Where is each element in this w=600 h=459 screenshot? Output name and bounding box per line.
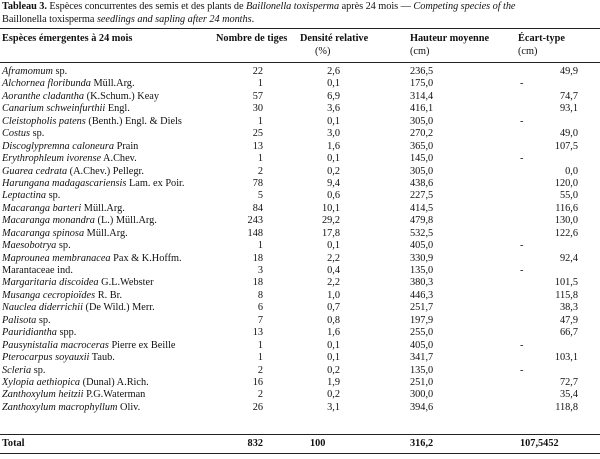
density-cell: 2,2 xyxy=(327,277,340,289)
count-cell: 3 xyxy=(257,265,263,276)
total-row xyxy=(0,437,600,451)
table-row xyxy=(0,228,600,240)
table-row xyxy=(0,141,600,153)
sd-cell: - xyxy=(520,115,524,127)
sd-cell: 115,8 xyxy=(555,289,578,301)
height-cell: 330,9 xyxy=(410,252,434,264)
species-name: Alchornea floribunda xyxy=(2,78,91,90)
height-cell: 314,4 xyxy=(410,90,434,102)
species-author: Müll.Arg. xyxy=(84,227,128,239)
species-name: Nauclea diderrichii xyxy=(2,302,83,314)
species-author: sp. xyxy=(56,240,71,252)
density-cell: 1,6 xyxy=(327,140,340,152)
species-author: sp. xyxy=(30,128,45,140)
count-cell: 22 xyxy=(252,66,263,77)
species-author: A.Chev. xyxy=(101,153,137,165)
height-cell: 236,5 xyxy=(410,66,434,77)
species-author: Prain xyxy=(114,140,139,152)
species-name: Macaranga barteri xyxy=(2,202,82,214)
density-cell: 10,1 xyxy=(321,202,340,214)
sd-cell: 122,6 xyxy=(554,227,578,239)
caption-species-b: Baillonella toxisperma xyxy=(2,13,95,25)
header-sd-unit: (cm) xyxy=(518,46,538,57)
total-count: 832 xyxy=(247,438,263,449)
species-author: (L.) Müll.Arg. xyxy=(94,215,157,227)
species-name: Pterocarpus soyauxii xyxy=(2,352,90,364)
density-cell: 2,2 xyxy=(327,252,340,264)
height-cell: 438,6 xyxy=(410,177,434,189)
count-cell: 7 xyxy=(257,314,263,326)
table-row xyxy=(0,203,600,215)
species-cell xyxy=(2,253,182,265)
height-cell: 305,0 xyxy=(410,115,434,127)
count-cell: 1 xyxy=(257,78,263,90)
species-author: R. Br. xyxy=(95,289,123,301)
count-cell: 2 xyxy=(257,364,263,376)
species-name: Musanga cecropioïdes xyxy=(2,289,96,301)
table-row xyxy=(0,153,600,165)
species-cell xyxy=(2,315,51,327)
density-cell: 29,2 xyxy=(321,215,340,227)
species-name: Palisota xyxy=(2,314,37,326)
species-cell xyxy=(2,203,125,215)
species-cell xyxy=(2,128,44,140)
caption-text-en-end: seedlings and sapling after 24 months xyxy=(94,13,252,25)
species-name: Xylopia aethiopica xyxy=(2,376,81,388)
count-cell: 1 xyxy=(257,352,263,364)
species-cell xyxy=(2,290,122,302)
header-rule xyxy=(0,62,600,63)
species-cell xyxy=(2,377,149,389)
caption-label: Tableau 3. xyxy=(2,1,47,12)
count-cell: 26 xyxy=(252,401,263,413)
table-row xyxy=(0,128,600,140)
header-height-unit: (cm) xyxy=(410,46,430,57)
count-cell: 25 xyxy=(252,128,263,140)
density-cell: 6,9 xyxy=(327,90,340,102)
height-cell: 197,9 xyxy=(410,314,434,326)
sd-cell: 72,7 xyxy=(559,376,578,388)
density-cell: 0,1 xyxy=(327,153,340,165)
table-row xyxy=(0,103,600,115)
species-author: sp. xyxy=(36,314,51,326)
sd-cell: 35,4 xyxy=(559,389,578,401)
species-name: Pauridiantha xyxy=(2,327,57,339)
sd-cell: 49,0 xyxy=(559,128,578,140)
height-cell: 255,0 xyxy=(410,327,434,339)
count-cell: 2 xyxy=(257,165,263,177)
species-author: sp. xyxy=(46,190,61,202)
species-cell xyxy=(2,365,45,377)
table-body xyxy=(0,66,600,414)
count-cell: 148 xyxy=(247,227,263,239)
height-cell: 416,1 xyxy=(410,103,434,115)
caption-line-2 xyxy=(2,14,600,27)
density-cell: 0,6 xyxy=(327,190,340,202)
table-row xyxy=(0,402,600,414)
species-cell xyxy=(2,153,137,165)
density-cell: 1,6 xyxy=(327,327,340,339)
species-cell xyxy=(2,116,182,128)
count-cell: 16 xyxy=(252,376,263,388)
caption-text-en: Competing species of the xyxy=(413,1,516,12)
species-cell xyxy=(2,190,60,202)
species-author: Pierre ex Beille xyxy=(108,339,176,351)
species-name: Discoglypremna caloneura xyxy=(2,140,115,152)
species-author: sp. xyxy=(52,66,68,77)
sd-cell: - xyxy=(520,78,524,90)
height-cell: 532,5 xyxy=(410,227,434,239)
height-cell: 405,0 xyxy=(410,240,434,252)
sd-cell: 101,5 xyxy=(554,277,578,289)
species-author: Oliv. xyxy=(117,401,141,413)
table-row xyxy=(0,166,600,178)
height-cell: 300,0 xyxy=(410,389,434,401)
sd-cell: 55,0 xyxy=(559,190,578,202)
density-cell: 0,7 xyxy=(327,302,340,314)
species-name: Maprounea membranacea xyxy=(2,252,111,264)
caption-period: . xyxy=(251,13,255,25)
total-sd: 107,5452 xyxy=(520,438,559,449)
sd-cell: 130,0 xyxy=(554,215,578,227)
table-row xyxy=(0,116,600,128)
density-cell: 0,1 xyxy=(327,240,340,252)
count-cell: 57 xyxy=(252,90,263,102)
species-name: Leptactina xyxy=(2,190,47,202)
sd-cell: - xyxy=(520,265,524,276)
species-cell xyxy=(2,352,115,364)
sd-cell: - xyxy=(520,364,524,376)
count-cell: 84 xyxy=(252,202,263,214)
density-cell: 3,0 xyxy=(327,128,340,140)
species-name: Guarea cedrata xyxy=(2,165,68,177)
species-author: (A.Chev.) Pellegr. xyxy=(67,165,144,177)
total-density: 100 xyxy=(310,438,326,449)
count-cell: 2 xyxy=(257,389,263,401)
density-cell: 1,9 xyxy=(327,376,340,388)
sd-cell: 74,7 xyxy=(559,90,578,102)
species-name: Harungana madagascariensis xyxy=(2,177,127,189)
height-cell: 305,0 xyxy=(410,165,434,177)
table-row xyxy=(0,389,600,401)
sd-cell: 118,8 xyxy=(555,401,578,413)
species-name: Costus xyxy=(2,128,31,140)
species-name: Canarium schweinfurthii xyxy=(2,103,106,115)
species-name: Scleria xyxy=(2,364,32,376)
height-cell: 414,5 xyxy=(410,202,434,214)
species-cell xyxy=(2,228,128,240)
height-cell: 251,7 xyxy=(410,302,434,314)
header-height: Hauteur moyenne xyxy=(410,33,490,44)
table-row xyxy=(0,277,600,289)
header-sd: Écart-type xyxy=(518,33,565,44)
sd-cell: 66,7 xyxy=(559,327,578,339)
count-cell: 8 xyxy=(257,289,263,301)
count-cell: 1 xyxy=(257,153,263,165)
species-name: Macaranga spinosa xyxy=(2,227,85,239)
species-name: Erythrophleum ivorense xyxy=(2,153,102,165)
table-row xyxy=(0,253,600,265)
species-author: G.L.Webster xyxy=(98,277,154,289)
header-density: Densité relative xyxy=(300,33,369,44)
species-cell xyxy=(2,340,176,352)
species-cell xyxy=(2,91,159,103)
species-cell xyxy=(2,327,76,339)
sd-cell: - xyxy=(520,240,524,252)
table-row xyxy=(0,66,600,78)
species-name: Zanthoxylum macrophyllum xyxy=(2,401,118,413)
species-name: Aoranthe cladantha xyxy=(2,90,85,102)
height-cell: 270,2 xyxy=(410,128,434,140)
sd-cell: 47,9 xyxy=(559,314,578,326)
count-cell: 5 xyxy=(257,190,263,202)
sd-cell: 103,1 xyxy=(554,352,578,364)
species-author: Taub. xyxy=(89,352,115,364)
density-cell: 0,4 xyxy=(327,265,340,276)
species-name: Pausynistalia macroceras xyxy=(2,339,109,351)
sd-cell: 107,5 xyxy=(554,140,578,152)
height-cell: 251,0 xyxy=(410,376,434,388)
density-cell: 0,2 xyxy=(327,364,340,376)
count-cell: 1 xyxy=(257,240,263,252)
height-cell: 394,6 xyxy=(410,401,434,413)
species-name: Zanthoxylum heitzii xyxy=(2,389,84,401)
header-density-unit: (%) xyxy=(315,46,331,57)
header-count: Nombre de tiges xyxy=(216,33,288,44)
table-row xyxy=(0,352,600,364)
table-row xyxy=(0,290,600,302)
total-rule xyxy=(0,434,600,435)
table-row xyxy=(0,91,600,103)
density-cell: 0,1 xyxy=(327,78,340,90)
species-author: Pax & K.Hoffm. xyxy=(110,252,182,264)
species-author: (Benth.) Engl. & Diels xyxy=(85,115,182,127)
species-cell xyxy=(2,215,157,227)
table-row xyxy=(0,190,600,202)
height-cell: 365,0 xyxy=(410,140,434,152)
sd-cell: 0,0 xyxy=(565,165,578,177)
count-cell: 1 xyxy=(257,115,263,127)
height-cell: 405,0 xyxy=(410,339,434,351)
total-label: Total xyxy=(2,438,25,449)
density-cell: 2,6 xyxy=(327,66,340,77)
species-cell xyxy=(2,265,73,277)
species-cell xyxy=(2,277,154,289)
bottom-rule xyxy=(0,453,600,454)
density-cell: 0,2 xyxy=(327,165,340,177)
sd-cell: 49,9 xyxy=(559,66,578,77)
sd-cell: 38,3 xyxy=(559,302,578,314)
species-cell xyxy=(2,240,71,252)
density-cell: 0,1 xyxy=(327,352,340,364)
table-row xyxy=(0,178,600,190)
header-species: Espèces émergentes à 24 mois xyxy=(2,33,133,44)
count-cell: 30 xyxy=(252,103,263,115)
sd-cell: 120,0 xyxy=(554,177,578,189)
species-name: Cleistopholis patens xyxy=(2,115,86,127)
density-cell: 0,1 xyxy=(327,115,340,127)
height-cell: 135,0 xyxy=(410,364,434,376)
species-author: Engl. xyxy=(105,103,130,115)
table-row xyxy=(0,78,600,90)
table-row xyxy=(0,327,600,339)
species-author: spp. xyxy=(56,327,77,339)
species-name: Maesobotrya xyxy=(2,240,57,252)
species-author: P.G.Waterman xyxy=(83,389,146,401)
table-row xyxy=(0,302,600,314)
species-name: Aframomum xyxy=(2,66,53,77)
species-author: (Dunal) A.Rich. xyxy=(80,376,149,388)
sd-cell: 116,6 xyxy=(555,202,578,214)
species-cell xyxy=(2,302,155,314)
count-cell: 6 xyxy=(257,302,263,314)
count-cell: 243 xyxy=(247,215,263,227)
count-cell: 18 xyxy=(252,277,263,289)
sd-cell: 93,1 xyxy=(559,103,578,115)
height-cell: 175,0 xyxy=(410,78,434,90)
species-author: Müll.Arg. xyxy=(90,78,135,90)
table-row xyxy=(0,365,600,377)
species-cell xyxy=(2,166,144,178)
table-row xyxy=(0,377,600,389)
species-cell xyxy=(2,141,138,153)
species-author: Marantaceae ind. xyxy=(2,265,73,276)
height-cell: 145,0 xyxy=(410,153,434,165)
caption-text-fr-end: après 24 mois — xyxy=(339,1,414,12)
table-caption xyxy=(2,1,600,26)
count-cell: 18 xyxy=(252,252,263,264)
species-cell xyxy=(2,103,130,115)
sd-cell: - xyxy=(520,153,524,165)
count-cell: 78 xyxy=(252,177,263,189)
count-cell: 1 xyxy=(257,339,263,351)
caption-species-a: Baillonella toxisperma xyxy=(246,1,340,12)
species-cell xyxy=(2,78,135,90)
density-cell: 9,4 xyxy=(327,177,340,189)
species-cell xyxy=(2,178,185,190)
height-cell: 479,8 xyxy=(410,215,434,227)
species-cell xyxy=(2,389,145,401)
table-row xyxy=(0,315,600,327)
height-cell: 380,3 xyxy=(410,277,434,289)
density-cell: 3,6 xyxy=(327,103,340,115)
height-cell: 135,0 xyxy=(410,265,434,276)
caption-text-fr: Espèces concurrentes des semis et des plants de xyxy=(46,1,247,12)
count-cell: 13 xyxy=(252,327,263,339)
species-author: (K.Schum.) Keay xyxy=(84,90,160,102)
table-row xyxy=(0,215,600,227)
species-cell xyxy=(2,66,67,78)
species-cell xyxy=(2,402,140,414)
density-cell: 17,8 xyxy=(321,227,340,239)
top-rule xyxy=(0,28,600,29)
table-row xyxy=(0,265,600,277)
sd-cell: - xyxy=(520,339,524,351)
density-cell: 3,1 xyxy=(327,401,340,413)
density-cell: 0,8 xyxy=(327,314,340,326)
count-cell: 13 xyxy=(252,140,263,152)
table-row xyxy=(0,240,600,252)
height-cell: 341,7 xyxy=(410,352,434,364)
total-height: 316,2 xyxy=(410,438,434,449)
species-author: (De Wild.) Merr. xyxy=(82,302,155,314)
species-name: Margaritaria discoidea xyxy=(2,277,99,289)
species-author: Müll.Arg. xyxy=(81,202,125,214)
sd-cell: 92,4 xyxy=(559,252,578,264)
species-name: Macaranga monandra xyxy=(2,215,95,227)
species-author: Lam. ex Poir. xyxy=(126,177,185,189)
density-cell: 1,0 xyxy=(327,289,340,301)
table-row xyxy=(0,340,600,352)
height-cell: 227,5 xyxy=(410,190,434,202)
density-cell: 0,2 xyxy=(327,389,340,401)
density-cell: 0,1 xyxy=(327,339,340,351)
height-cell: 446,3 xyxy=(410,289,434,301)
caption-line-1 xyxy=(2,1,600,14)
species-author: sp. xyxy=(31,364,46,376)
